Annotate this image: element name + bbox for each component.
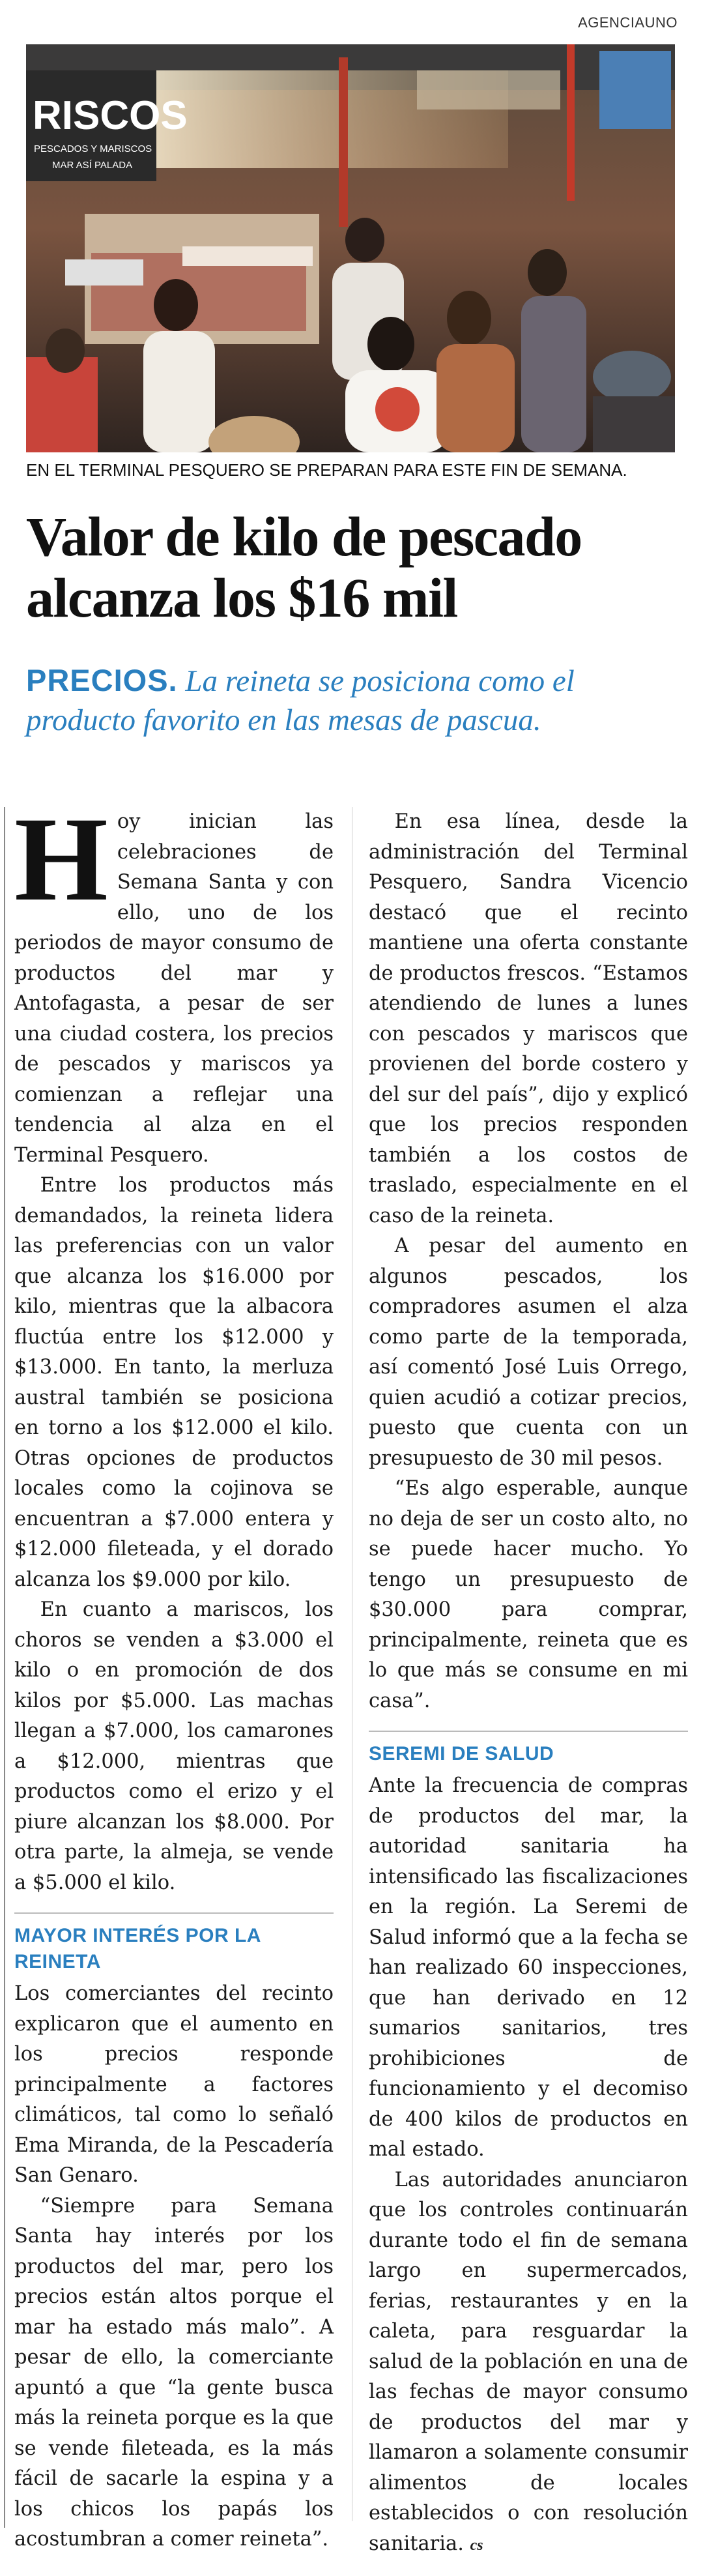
- subheading-seremi: SEREMI DE SALUD: [369, 1743, 554, 1764]
- headline: Valor de kilo de pescado alcanza los $16 mil: [26, 505, 582, 629]
- paragraph-5: “Siempre para Semana Santa hay interés por los productos del mar, pero los precios están altos porque el mar ha estado más malo”. A pesar de ello, la comerciante apuntó a que “la gente busca más la reineta porque es la que se vende fileteada, es la más fácil de sacarle la espina y a los chicos los papás los acostumbran a comer reineta”.: [14, 2194, 334, 2551]
- paragraph-10: [369, 2165, 688, 2561]
- deck-kicker: PRECIOS.: [26, 663, 178, 697]
- section-rule: [14, 1912, 334, 1914]
- end-mark-icon: cs: [470, 2536, 483, 2554]
- fish-market-photo: [26, 44, 675, 452]
- paragraph-2: Entre los productos más demandados, la reineta lidera las preferencias con un valor que alcanza los $16.000 por kilo, mientras que la albacora fluctúa entre los $12.000 y $13.000. En tanto, la merluza austral también se posiciona en torno a los $12.000 el kilo. Otras opciones de productos locales como la cojinova se encuentran a $7.000 entera y $12.000 fileteada, y el dorado alcanza los $9.000 por kilo.: [14, 1174, 334, 1591]
- paragraph-1-text: oy inician las celebraciones de Semana Santa y con ello, uno de los periodos de mayor consumo de productos del mar y Antofagasta, a pesar de ser una ciudad costera, los precios de pescados y mariscos ya comienzan a reflejar una tendencia al alza en el Terminal Pesquero.: [14, 810, 334, 1167]
- photo-caption: EN EL TERMINAL PESQUERO SE PREPARAN PARA ESTE FIN DE SEMANA.: [26, 460, 627, 480]
- article-column-right: [369, 807, 688, 2560]
- sign-title: RISCOS: [33, 93, 188, 138]
- article-column-left: [14, 793, 334, 2555]
- section-rule: [369, 1731, 688, 1732]
- sign-line-1: PESCADOS Y MARISCOS: [34, 143, 152, 154]
- paragraph-6: En esa línea, desde la administración del Terminal Pesquero, Sandra Vicencio destacó que el recinto mantiene una oferta constante de productos frescos. “Estamos atendiendo de lunes a lunes con pescados y mariscos que provienen del borde costero y del sur del país”, dijo y explicó que los precios responden también a los costos de traslado, especialmente en el caso de la reineta.: [369, 810, 688, 1227]
- paragraph-3: En cuanto a mariscos, los choros se venden a $3.000 el kilo o en promoción de dos kilos por $5.000. Las machas llegan a $7.000, los camarones a $12.000, mientras que productos como el erizo y el piure alcanzan los $8.000. Por otra parte, la almeja, se vende a $5.000 el kilo.: [14, 1598, 334, 1894]
- paragraph-4: Los comerciantes del recinto explicaron que el aumento en los precios responde principalmente a factores climáticos, tal como lo señaló Ema Miranda, de la Pescadería San Genaro.: [14, 1982, 334, 2187]
- news-photo: [26, 44, 675, 452]
- subheading-mayor-interes: MAYOR INTERÉS POR LA REINETA: [14, 1925, 261, 1972]
- deck-text: La reineta se posiciona como el producto favorito en las mesas de pascua.: [26, 664, 575, 737]
- paragraph-7: A pesar del aumento en algunos pescados, los compradores asumen el alza como parte de la temporada, así comentó José Luis Orrego, quien acudió a cotizar precios, puesto que cuenta con un presupuesto de 30 mil pesos.: [369, 1235, 688, 1470]
- paragraph-10-text: Las autoridades anunciaron que los controles continuarán durante todo el fin de semana largo en supermercados, ferias, restaurantes y en la caleta, para resguardar la salud de la población en una de las fechas de mayor consumo de productos del mar y llamaron a solamente consumir alimentos de locales establecidos o con resolución sanitaria.: [369, 2168, 688, 2555]
- deck: [26, 661, 678, 740]
- drop-cap: H: [14, 793, 108, 926]
- paragraph-9: Ante la frecuencia de compras de productos del mar, la autoridad sanitaria ha intensificado las fiscalizaciones en la región. La Seremi de Salud informó que a la fecha se han realizado 60 inspecciones, que han derivado en 12 sumarios sanitarios, tres prohibiciones de funcionamiento y el decomiso de 400 kilos de productos en mal estado.: [369, 1774, 688, 2161]
- sign-line-2: MAR ASÍ PALADA: [52, 160, 133, 171]
- paragraph-1: [14, 793, 334, 1171]
- left-margin-rule: [4, 807, 5, 2528]
- photo-credit: AGENCIAUNO: [578, 14, 678, 31]
- paragraph-8: “Es algo esperable, aunque no deja de ser un costo alto, no se puede hacer mucho. Yo tengo un presupuesto de $30.000 para comprar, principalmente, reineta que es lo que más se consume en mi casa”.: [369, 1477, 688, 1712]
